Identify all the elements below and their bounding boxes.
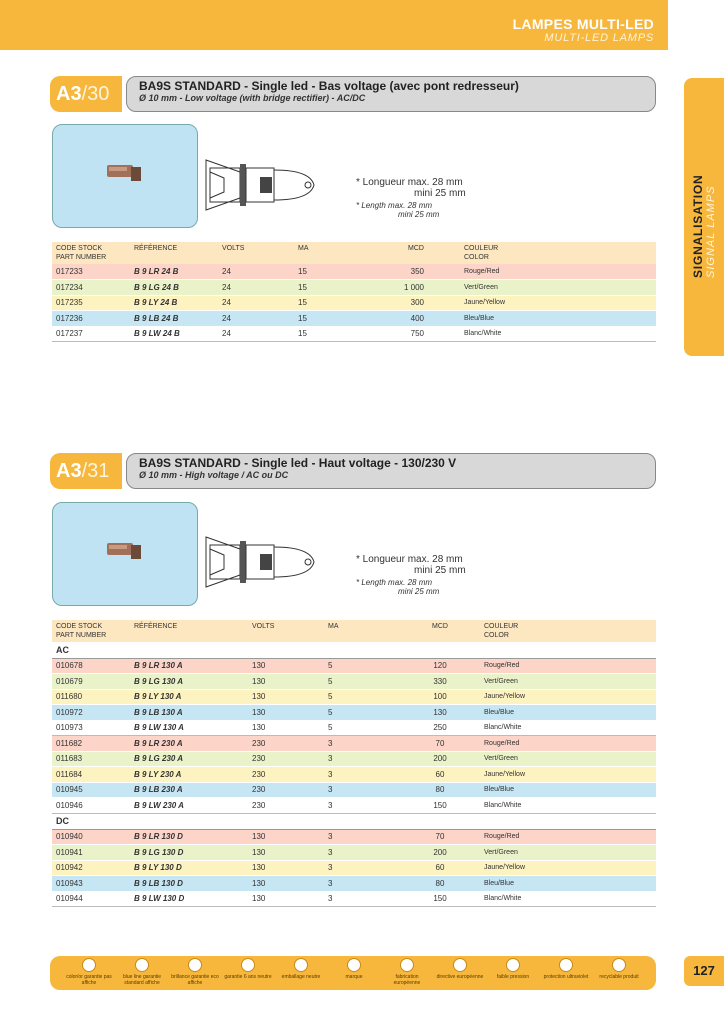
cell-color: Blanc/White	[480, 720, 656, 736]
table-row	[52, 280, 656, 296]
cell-mcd: 750	[370, 326, 428, 342]
cell-code: 017236	[52, 311, 130, 327]
cell-ref: B 9 LW 130 A	[130, 720, 248, 736]
cell-ref: B 9 LW 24 B	[130, 326, 218, 342]
table-row	[52, 311, 656, 327]
cell-code: 017233	[52, 264, 130, 280]
cell-ref: B 9 LY 24 B	[130, 295, 218, 311]
cell-color: Jaune/Yellow	[480, 689, 656, 705]
footer-label: protection ultraviolet	[543, 974, 589, 980]
cell-ref: B 9 LY 230 A	[130, 767, 248, 783]
cell-ma: 5	[324, 674, 400, 690]
cell-code: 011683	[52, 751, 130, 767]
cell-mcd: 150	[400, 891, 480, 907]
length-min-fr: mini 25 mm	[414, 565, 466, 576]
cell-ref: B 9 LR 230 A	[130, 736, 248, 752]
cell-ma: 3	[324, 782, 400, 798]
cell-color: Blanc/White	[480, 798, 656, 814]
cell-color: Blanc/White	[428, 326, 656, 342]
cell-volts: 130	[248, 705, 324, 721]
cell-color: Jaune/Yellow	[480, 767, 656, 783]
marque-icon	[347, 958, 361, 972]
header-ma: MA	[324, 620, 400, 642]
length-min-fr: mini 25 mm	[414, 188, 466, 199]
cell-ref: B 9 LB 24 B	[130, 311, 218, 327]
table-row	[52, 720, 656, 736]
header-color: COULEUR COLOR	[428, 242, 656, 264]
cell-ma: 5	[324, 720, 400, 736]
footer-item	[594, 958, 644, 980]
cell-mcd: 70	[400, 736, 480, 752]
cell-mcd: 80	[400, 782, 480, 798]
led-lamp-image	[103, 537, 149, 565]
blue-icon	[135, 958, 149, 972]
cell-ma: 3	[324, 736, 400, 752]
cell-volts: 130	[248, 674, 324, 690]
cell-code: 010946	[52, 798, 130, 814]
side-tab-title: SIGNALISATION	[691, 174, 705, 278]
cell-mcd: 200	[400, 845, 480, 861]
table-row	[52, 264, 656, 280]
section-title-bar	[126, 76, 656, 112]
header-volts: VOLTS	[218, 242, 294, 264]
cell-ma: 15	[294, 295, 370, 311]
group-row	[52, 642, 656, 658]
footer-item	[276, 958, 326, 980]
footer-item	[382, 958, 432, 986]
page-number: 127	[684, 956, 724, 986]
cell-volts: 130	[248, 829, 324, 845]
protection-icon	[559, 958, 573, 972]
group-label: AC	[52, 642, 656, 658]
cell-code: 010943	[52, 876, 130, 892]
cell-code: 011684	[52, 767, 130, 783]
footer-label: garantie 6 ans neutre	[224, 974, 272, 980]
side-tab-subtitle: SIGNAL LAMPS	[705, 185, 717, 278]
cell-mcd: 400	[370, 311, 428, 327]
section-badge	[50, 76, 122, 112]
cell-mcd: 70	[400, 829, 480, 845]
section-subtitle: Ø 10 mm - Low voltage (with bridge rectifier) - AC/DC	[139, 93, 366, 103]
cell-color: Rouge/Red	[480, 736, 656, 752]
cell-ma: 3	[324, 876, 400, 892]
footer-label: emballage neutre	[281, 974, 321, 980]
cell-volts: 130	[248, 658, 324, 674]
cell-ref: B 9 LB 230 A	[130, 782, 248, 798]
footer-item	[541, 958, 591, 980]
cell-color: Jaune/Yellow	[428, 295, 656, 311]
cell-ma: 15	[294, 326, 370, 342]
cell-ref: B 9 LB 130 A	[130, 705, 248, 721]
product-photo	[52, 502, 198, 606]
brilliance-icon	[188, 958, 202, 972]
table-row	[52, 705, 656, 721]
cell-code: 010942	[52, 860, 130, 876]
footer-label: recyclable produit	[599, 974, 639, 980]
cell-mcd: 250	[400, 720, 480, 736]
table-row	[52, 674, 656, 690]
cell-color: Vert/Green	[480, 845, 656, 861]
pressure-icon	[506, 958, 520, 972]
section-title: BA9S STANDARD - Single led - Bas voltage (avec pont redresseur)	[139, 79, 519, 93]
cell-ref: B 9 LW 230 A	[130, 798, 248, 814]
header-code: CODE STOCK PART NUMBER	[52, 242, 130, 264]
length-max-en: * Length max. 28 mm	[356, 201, 433, 210]
packaging-icon	[294, 958, 308, 972]
cell-color: Bleu/Blue	[480, 876, 656, 892]
cell-code: 017235	[52, 295, 130, 311]
table-row	[52, 736, 656, 752]
length-min-en: mini 25 mm	[398, 210, 440, 219]
footer-label: marque	[345, 974, 363, 980]
cell-color: Rouge/Red	[480, 658, 656, 674]
cell-ma: 3	[324, 860, 400, 876]
cell-ma: 3	[324, 767, 400, 783]
footer-icon-bar	[50, 956, 656, 990]
footer-label: faible pression	[496, 974, 530, 980]
cell-color: Blanc/White	[480, 891, 656, 907]
header-reference: RÉFÉRENCE	[130, 242, 218, 264]
cell-color: Rouge/Red	[428, 264, 656, 280]
cell-volts: 130	[248, 876, 324, 892]
footer-label: color/or garantie pas affiche	[66, 974, 112, 986]
badge-icon	[241, 958, 255, 972]
table-row	[52, 767, 656, 783]
dimensions-note	[356, 554, 466, 596]
cell-color: Vert/Green	[480, 674, 656, 690]
cell-volts: 24	[218, 295, 294, 311]
cell-mcd: 80	[400, 876, 480, 892]
table-row	[52, 829, 656, 845]
cell-code: 010678	[52, 658, 130, 674]
cell-code: 010972	[52, 705, 130, 721]
cell-color: Rouge/Red	[480, 829, 656, 845]
section-header-a3-30	[50, 76, 656, 112]
cell-ref: B 9 LY 130 D	[130, 860, 248, 876]
product-table-a3-31	[52, 620, 656, 907]
banner-subtitle: MULTI-LED LAMPS	[544, 32, 654, 44]
footer-item	[64, 958, 114, 986]
cell-mcd: 200	[400, 751, 480, 767]
length-max-en: * Length max. 28 mm	[356, 578, 433, 587]
directive-icon	[453, 958, 467, 972]
header-volts: VOLTS	[248, 620, 324, 642]
cell-ma: 3	[324, 829, 400, 845]
cell-ref: B 9 LR 130 D	[130, 829, 248, 845]
cell-volts: 230	[248, 798, 324, 814]
table-row	[52, 751, 656, 767]
footer-item	[488, 958, 538, 980]
badge-prefix: A3	[56, 83, 82, 105]
length-min-en: mini 25 mm	[398, 587, 440, 596]
cell-code: 010941	[52, 845, 130, 861]
cell-ref: B 9 LB 130 D	[130, 876, 248, 892]
cell-volts: 130	[248, 860, 324, 876]
fabrication-icon	[400, 958, 414, 972]
cell-code: 010944	[52, 891, 130, 907]
table-row	[52, 860, 656, 876]
badge-number: /30	[81, 83, 110, 105]
badge-number: /31	[81, 460, 110, 482]
cell-color: Bleu/Blue	[480, 782, 656, 798]
header-ma: MA	[294, 242, 370, 264]
footer-item	[329, 958, 379, 980]
cell-mcd: 1 000	[370, 280, 428, 296]
cell-volts: 230	[248, 736, 324, 752]
cell-color: Bleu/Blue	[428, 311, 656, 327]
table-row	[52, 876, 656, 892]
cell-volts: 130	[248, 689, 324, 705]
cell-volts: 24	[218, 311, 294, 327]
table-row	[52, 326, 656, 342]
footer-label: brillance garantie eco affiche	[171, 974, 219, 986]
cell-code: 011682	[52, 736, 130, 752]
cell-ma: 15	[294, 280, 370, 296]
badge-prefix: A3	[56, 460, 82, 482]
cell-color: Vert/Green	[480, 751, 656, 767]
cell-color: Jaune/Yellow	[480, 860, 656, 876]
product-photo	[52, 124, 198, 228]
product-table-a3-30	[52, 242, 656, 342]
recycle-icon	[612, 958, 626, 972]
footer-label: blue line garantie standard affiche	[122, 974, 162, 986]
lamp-technical-drawing	[200, 527, 350, 597]
lamp-technical-drawing	[200, 150, 350, 220]
length-max-fr: * Longueur max. 28 mm	[356, 177, 463, 188]
cell-color: Vert/Green	[428, 280, 656, 296]
top-banner	[0, 0, 668, 50]
cell-ma: 5	[324, 705, 400, 721]
cell-volts: 130	[248, 891, 324, 907]
cell-ref: B 9 LW 130 D	[130, 891, 248, 907]
cell-ref: B 9 LR 24 B	[130, 264, 218, 280]
section-title: BA9S STANDARD - Single led - Haut voltage - 130/230 V	[139, 456, 457, 470]
header-code: CODE STOCK PART NUMBER	[52, 620, 130, 642]
footer-item	[223, 958, 273, 980]
header-mcd: MCD	[370, 242, 428, 264]
table-header-row	[52, 242, 656, 264]
cell-mcd: 350	[370, 264, 428, 280]
cell-ref: B 9 LG 230 A	[130, 751, 248, 767]
cell-mcd: 60	[400, 860, 480, 876]
cell-mcd: 60	[400, 767, 480, 783]
cell-ma: 15	[294, 311, 370, 327]
dimensions-note	[356, 177, 466, 219]
table-row	[52, 782, 656, 798]
cell-ma: 3	[324, 891, 400, 907]
cell-code: 017237	[52, 326, 130, 342]
cell-ma: 5	[324, 689, 400, 705]
cell-ref: B 9 LG 130 D	[130, 845, 248, 861]
cell-volts: 130	[248, 720, 324, 736]
cell-color: Bleu/Blue	[480, 705, 656, 721]
cell-ref: B 9 LR 130 A	[130, 658, 248, 674]
cell-mcd: 150	[400, 798, 480, 814]
footer-label: fabrication européenne	[393, 974, 421, 986]
side-tab	[684, 78, 724, 356]
cell-mcd: 300	[370, 295, 428, 311]
cell-volts: 130	[248, 845, 324, 861]
cell-ma: 3	[324, 798, 400, 814]
cell-code: 011680	[52, 689, 130, 705]
header-mcd: MCD	[400, 620, 480, 642]
table-row	[52, 689, 656, 705]
section-title-bar	[126, 453, 656, 489]
cell-code: 010940	[52, 829, 130, 845]
section-subtitle: Ø 10 mm - High voltage / AC ou DC	[139, 470, 289, 480]
cell-ma: 15	[294, 264, 370, 280]
cell-volts: 24	[218, 264, 294, 280]
table-row	[52, 295, 656, 311]
cell-ma: 5	[324, 658, 400, 674]
table-row	[52, 658, 656, 674]
table-row	[52, 798, 656, 814]
cell-volts: 24	[218, 280, 294, 296]
cell-volts: 230	[248, 782, 324, 798]
cell-volts: 230	[248, 767, 324, 783]
color-icon	[82, 958, 96, 972]
footer-item	[170, 958, 220, 986]
footer-item	[117, 958, 167, 986]
cell-ref: B 9 LG 24 B	[130, 280, 218, 296]
cell-code: 010945	[52, 782, 130, 798]
cell-volts: 230	[248, 751, 324, 767]
table-row	[52, 891, 656, 907]
footer-label: directive européenne	[436, 974, 484, 980]
cell-ref: B 9 LG 130 A	[130, 674, 248, 690]
cell-volts: 24	[218, 326, 294, 342]
cell-mcd: 330	[400, 674, 480, 690]
section-header-a3-31	[50, 453, 656, 489]
cell-code: 010679	[52, 674, 130, 690]
cell-code: 010973	[52, 720, 130, 736]
section-badge	[50, 453, 122, 489]
cell-ma: 3	[324, 845, 400, 861]
table-row	[52, 845, 656, 861]
header-color: COULEUR COLOR	[480, 620, 656, 642]
cell-ma: 3	[324, 751, 400, 767]
cell-mcd: 100	[400, 689, 480, 705]
cell-code: 017234	[52, 280, 130, 296]
cell-ref: B 9 LY 130 A	[130, 689, 248, 705]
table-header-row	[52, 620, 656, 642]
group-label: DC	[52, 813, 656, 829]
group-row	[52, 813, 656, 829]
header-reference: RÉFÉRENCE	[130, 620, 248, 642]
footer-item	[435, 958, 485, 980]
cell-mcd: 120	[400, 658, 480, 674]
led-lamp-image	[103, 159, 149, 187]
cell-mcd: 130	[400, 705, 480, 721]
length-max-fr: * Longueur max. 28 mm	[356, 554, 463, 565]
banner-title: LAMPES MULTI-LED	[512, 16, 654, 32]
